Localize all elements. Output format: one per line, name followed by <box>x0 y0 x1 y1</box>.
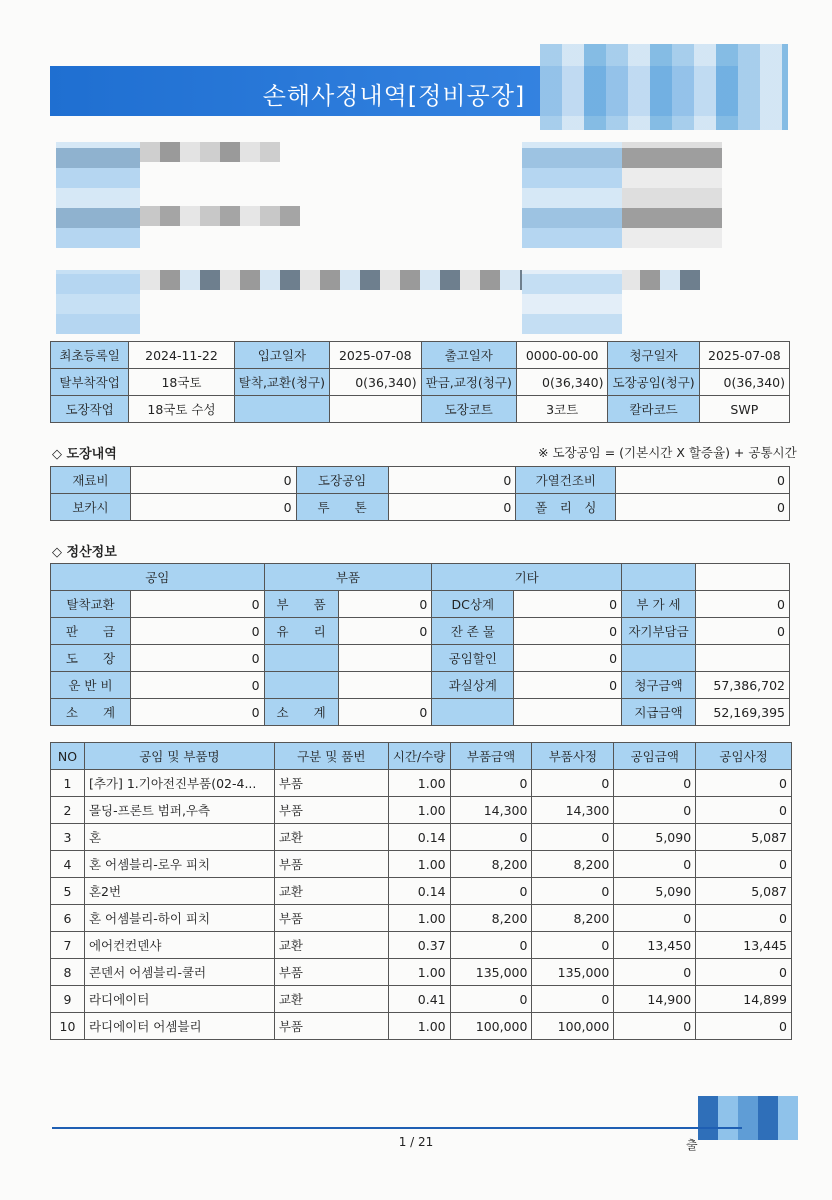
info-label: 탈부착작업 <box>51 369 129 396</box>
items-cell: 0 <box>450 986 532 1013</box>
paint-value: 0 <box>388 467 516 494</box>
settle-label <box>264 645 338 672</box>
items-cell: 0 <box>450 770 532 797</box>
paint-label: 도장공임 <box>296 467 388 494</box>
settle-row <box>51 672 790 699</box>
page-number: 1 / 21 <box>398 1135 434 1149</box>
info-label: 탈착,교환(청구) <box>234 369 329 396</box>
table-row <box>51 878 792 905</box>
items-cell: 0 <box>532 932 614 959</box>
settle-value: 0 <box>338 618 432 645</box>
items-cell: 8 <box>51 959 85 986</box>
paint-value: 0 <box>388 494 516 521</box>
items-cell: 13,450 <box>614 932 696 959</box>
info-value: 2025-07-08 <box>699 342 789 369</box>
info-label: 도장공임(청구) <box>608 369 699 396</box>
settle-label <box>264 672 338 699</box>
settle-header-row <box>51 564 790 591</box>
items-header: 공임 및 부품명 <box>84 743 274 770</box>
items-cell: 100,000 <box>532 1013 614 1040</box>
items-cell: 0.37 <box>388 932 450 959</box>
table-row <box>51 770 792 797</box>
items-header: 부품금액 <box>450 743 532 770</box>
settle-header: 부품 <box>264 564 432 591</box>
info-label: 판금,교정(청구) <box>421 369 516 396</box>
items-cell: 부품 <box>274 959 388 986</box>
paint-label: 투 톤 <box>296 494 388 521</box>
items-cell: 0 <box>614 797 696 824</box>
items-cell: 8,200 <box>532 851 614 878</box>
settle-label: 과실상계 <box>432 672 514 699</box>
items-cell: 0 <box>614 959 696 986</box>
items-cell: 혼 <box>84 824 274 851</box>
info-label: 도장코트 <box>421 396 516 423</box>
footer-output-label: 출 <box>686 1138 698 1152</box>
items-cell: 0 <box>614 905 696 932</box>
info-value <box>329 396 421 423</box>
items-cell: 0 <box>614 1013 696 1040</box>
redacted-block-footer <box>698 1096 798 1140</box>
paint-label: 폴 리 싱 <box>516 494 616 521</box>
items-cell: 1.00 <box>388 959 450 986</box>
items-cell: 5,090 <box>614 878 696 905</box>
table-row <box>51 905 792 932</box>
paint-label: 보카시 <box>51 494 131 521</box>
items-cell: 0 <box>614 851 696 878</box>
settle-value: 57,386,702 <box>696 672 790 699</box>
settle-header: 공임 <box>51 564 265 591</box>
items-cell: 4 <box>51 851 85 878</box>
info-value: 2025-07-08 <box>329 342 421 369</box>
settle-row <box>51 645 790 672</box>
info-table <box>50 341 790 423</box>
page-title: 손해사정내역[정비공장] <box>262 82 526 110</box>
items-cell: 5 <box>51 878 85 905</box>
settle-label: 잔 존 물 <box>432 618 514 645</box>
items-cell: 0.41 <box>388 986 450 1013</box>
settle-label: 부 가 세 <box>622 591 696 618</box>
settle-value: 0 <box>696 591 790 618</box>
table-row <box>51 824 792 851</box>
items-cell: 에어컨컨덴샤 <box>84 932 274 959</box>
items-cell: 0 <box>696 959 792 986</box>
items-cell: 0 <box>532 770 614 797</box>
paint-value: 0 <box>130 494 296 521</box>
settle-header-blank <box>622 564 696 591</box>
items-cell: 혼 어셈블리-로우 피치 <box>84 851 274 878</box>
settle-label: DC상계 <box>432 591 514 618</box>
items-cell: 7 <box>51 932 85 959</box>
items-cell: 6 <box>51 905 85 932</box>
items-header-row <box>51 743 792 770</box>
info-value: 0(36,340) <box>329 369 421 396</box>
items-cell: 0 <box>696 905 792 932</box>
paint-label: 가열건조비 <box>516 467 616 494</box>
items-cell: 5,090 <box>614 824 696 851</box>
items-header: 구분 및 품번 <box>274 743 388 770</box>
info-value: 2024-11-22 <box>129 342 235 369</box>
items-cell: 135,000 <box>450 959 532 986</box>
items-cell: 8,200 <box>450 905 532 932</box>
settle-value <box>338 672 432 699</box>
settle-header-blank <box>696 564 790 591</box>
items-cell: 0 <box>532 824 614 851</box>
items-cell: 8,200 <box>450 851 532 878</box>
info-label: 청구일자 <box>608 342 699 369</box>
info-row <box>51 396 790 423</box>
settle-label: 탈착교환 <box>51 591 131 618</box>
info-value: 3코트 <box>516 396 608 423</box>
items-cell: 교환 <box>274 986 388 1013</box>
settle-row <box>51 699 790 726</box>
items-cell: 0 <box>532 986 614 1013</box>
items-cell: 콘덴서 어셈블리-쿨러 <box>84 959 274 986</box>
settle-value: 0 <box>696 618 790 645</box>
settle-value: 0 <box>514 672 622 699</box>
items-cell: 교환 <box>274 878 388 905</box>
settle-value: 0 <box>514 618 622 645</box>
table-row <box>51 851 792 878</box>
info-value: 0(36,340) <box>699 369 789 396</box>
settle-label: 운 반 비 <box>51 672 131 699</box>
paint-table <box>50 466 790 521</box>
redacted-block-right-2 <box>622 142 722 248</box>
settle-value <box>514 699 622 726</box>
paint-row <box>51 467 790 494</box>
items-cell: 5,087 <box>696 824 792 851</box>
items-cell: 1.00 <box>388 851 450 878</box>
info-label: 최초등록일 <box>51 342 129 369</box>
items-cell: 부품 <box>274 797 388 824</box>
settle-value: 0 <box>514 591 622 618</box>
redacted-block-top-right <box>540 44 788 130</box>
redacted-block-left-4 <box>56 270 140 334</box>
items-cell: 0 <box>696 797 792 824</box>
table-row <box>51 797 792 824</box>
items-header: 부품사정 <box>532 743 614 770</box>
items-cell: 0 <box>532 878 614 905</box>
items-cell: 135,000 <box>532 959 614 986</box>
table-row <box>51 959 792 986</box>
items-cell: 2 <box>51 797 85 824</box>
items-cell: 0 <box>450 932 532 959</box>
settle-value <box>338 645 432 672</box>
items-cell: 5,087 <box>696 878 792 905</box>
paint-section-title: ◇ 도장내역 <box>52 447 117 462</box>
redacted-block-right-1 <box>522 142 622 248</box>
items-cell: 0.14 <box>388 878 450 905</box>
items-cell: 0 <box>450 878 532 905</box>
settle-row <box>51 591 790 618</box>
paint-formula-note: ※ 도장공임 = (기본시간 X 할증율) + 공통시간 <box>538 445 797 460</box>
paint-value: 0 <box>616 467 790 494</box>
items-cell: 9 <box>51 986 85 1013</box>
settle-row <box>51 618 790 645</box>
items-cell: 0.14 <box>388 824 450 851</box>
items-cell: 14,300 <box>450 797 532 824</box>
items-cell: 0 <box>614 770 696 797</box>
items-cell: 1 <box>51 770 85 797</box>
paint-value: 0 <box>130 467 296 494</box>
items-cell: 부품 <box>274 1013 388 1040</box>
items-cell: 8,200 <box>532 905 614 932</box>
info-value: 0(36,340) <box>516 369 608 396</box>
paint-row <box>51 494 790 521</box>
footer-divider <box>52 1127 742 1129</box>
settle-label <box>432 699 514 726</box>
items-cell: 100,000 <box>450 1013 532 1040</box>
items-cell: 혼 어셈블리-하이 피치 <box>84 905 274 932</box>
settle-value <box>696 645 790 672</box>
settle-label: 소 계 <box>264 699 338 726</box>
items-header: 공임금액 <box>614 743 696 770</box>
info-label: 출고일자 <box>421 342 516 369</box>
info-value: 18국토 <box>129 369 235 396</box>
info-label <box>234 396 329 423</box>
items-cell: 0 <box>696 1013 792 1040</box>
redacted-block-left-2 <box>140 142 280 162</box>
items-cell: 1.00 <box>388 1013 450 1040</box>
settle-label: 지급금액 <box>622 699 696 726</box>
table-row <box>51 986 792 1013</box>
settle-label: 소 계 <box>51 699 131 726</box>
items-cell: 1.00 <box>388 770 450 797</box>
items-cell: 0 <box>450 824 532 851</box>
paint-label: 재료비 <box>51 467 131 494</box>
info-value: 0000-00-00 <box>516 342 608 369</box>
settle-value: 0 <box>130 645 264 672</box>
items-cell: 14,300 <box>532 797 614 824</box>
items-cell: 0 <box>696 851 792 878</box>
settle-value: 0 <box>130 618 264 645</box>
items-cell: [추가] 1.기아전진부품(02-4... <box>84 770 274 797</box>
settle-label: 자기부담금 <box>622 618 696 645</box>
settle-value: 0 <box>338 591 432 618</box>
info-label: 입고일자 <box>234 342 329 369</box>
settle-header: 기타 <box>432 564 622 591</box>
items-cell: 10 <box>51 1013 85 1040</box>
items-cell: 몰딩-프론트 범퍼,우측 <box>84 797 274 824</box>
settle-label: 공임할인 <box>432 645 514 672</box>
items-cell: 부품 <box>274 770 388 797</box>
settle-label: 청구금액 <box>622 672 696 699</box>
items-cell: 교환 <box>274 824 388 851</box>
settle-value: 0 <box>130 591 264 618</box>
settle-value: 52,169,395 <box>696 699 790 726</box>
items-cell: 교환 <box>274 932 388 959</box>
items-cell: 3 <box>51 824 85 851</box>
settle-value: 0 <box>514 645 622 672</box>
redacted-block-right-3 <box>522 270 622 334</box>
settle-value: 0 <box>130 672 264 699</box>
settle-label <box>622 645 696 672</box>
items-cell: 1.00 <box>388 797 450 824</box>
items-cell: 라디에이터 어셈블리 <box>84 1013 274 1040</box>
paint-value: 0 <box>616 494 790 521</box>
redacted-block-left-1 <box>56 142 140 248</box>
items-cell: 14,899 <box>696 986 792 1013</box>
info-row <box>51 342 790 369</box>
items-cell: 부품 <box>274 851 388 878</box>
settle-label: 부 품 <box>264 591 338 618</box>
settle-value: 0 <box>130 699 264 726</box>
items-table <box>50 742 792 1040</box>
info-value: 18국토 수성 <box>129 396 235 423</box>
info-row <box>51 369 790 396</box>
settle-table <box>50 563 790 726</box>
redacted-block-left-3 <box>140 206 300 226</box>
info-label: 칼라코드 <box>608 396 699 423</box>
settle-label: 유 리 <box>264 618 338 645</box>
settle-value: 0 <box>338 699 432 726</box>
settle-label: 도 장 <box>51 645 131 672</box>
items-cell: 라디에이터 <box>84 986 274 1013</box>
items-header: 시간/수량 <box>388 743 450 770</box>
info-label: 도장작업 <box>51 396 129 423</box>
settle-section-title: ◇ 정산정보 <box>52 545 117 560</box>
table-row <box>51 1013 792 1040</box>
table-row <box>51 932 792 959</box>
items-cell: 부품 <box>274 905 388 932</box>
items-cell: 13,445 <box>696 932 792 959</box>
info-value: SWP <box>699 396 789 423</box>
items-cell: 14,900 <box>614 986 696 1013</box>
items-header: NO <box>51 743 85 770</box>
items-cell: 1.00 <box>388 905 450 932</box>
items-cell: 0 <box>696 770 792 797</box>
settle-label: 판 금 <box>51 618 131 645</box>
items-cell: 혼2번 <box>84 878 274 905</box>
items-header: 공임사정 <box>696 743 792 770</box>
